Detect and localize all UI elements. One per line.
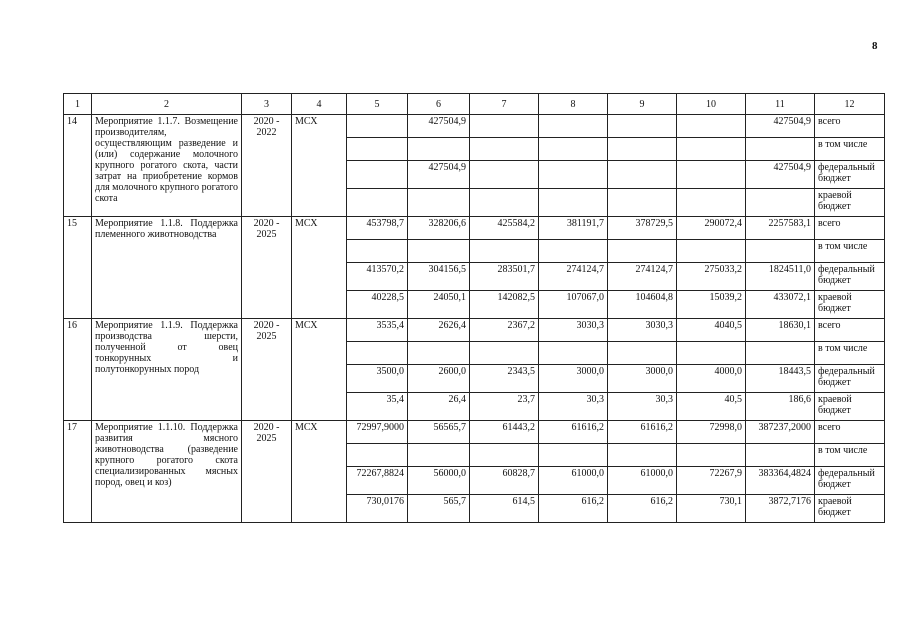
amount-cell: 413570,2 [347, 263, 408, 291]
amount-cell [539, 138, 608, 161]
measure-name-cell: Мероприятие 1.1.9. Поддержка производства шерсти, полученной от овец тонкорунных и полутонкорунных пород [92, 319, 242, 421]
amount-cell [470, 189, 539, 217]
amount-cell [347, 444, 408, 467]
amount-cell: 387237,2000 [746, 421, 815, 444]
amount-cell: 4000,0 [677, 365, 746, 393]
funding-source-cell: краевой бюджет [815, 495, 885, 523]
column-header: 7 [470, 94, 539, 115]
amount-cell: 72267,8824 [347, 467, 408, 495]
amount-cell [470, 115, 539, 138]
program-measures-table [63, 93, 885, 523]
funding-source-cell: всего [815, 217, 885, 240]
amount-cell [746, 189, 815, 217]
column-header: 11 [746, 94, 815, 115]
column-header: 9 [608, 94, 677, 115]
amount-cell: 427504,9 [746, 161, 815, 189]
amount-cell: 2343,5 [470, 365, 539, 393]
amount-cell: 2626,4 [408, 319, 470, 342]
funding-source-cell: федеральный бюджет [815, 161, 885, 189]
amount-cell [677, 444, 746, 467]
amount-cell: 425584,2 [470, 217, 539, 240]
amount-cell: 427504,9 [408, 161, 470, 189]
amount-cell [677, 161, 746, 189]
amount-cell [347, 342, 408, 365]
table-row [64, 421, 885, 444]
amount-cell: 3030,3 [608, 319, 677, 342]
amount-cell [347, 189, 408, 217]
amount-cell: 616,2 [608, 495, 677, 523]
funding-source-cell: федеральный бюджет [815, 365, 885, 393]
amount-cell: 381191,7 [539, 217, 608, 240]
funding-source-cell: в том числе [815, 138, 885, 161]
amount-cell: 275033,2 [677, 263, 746, 291]
amount-cell [608, 115, 677, 138]
amount-cell: 433072,1 [746, 291, 815, 319]
amount-cell: 40,5 [677, 393, 746, 421]
funding-source-cell: всего [815, 319, 885, 342]
amount-cell: 378729,5 [608, 217, 677, 240]
executor-cell: МСХ [292, 217, 347, 319]
amount-cell: 427504,9 [746, 115, 815, 138]
period-cell: 2020 - 2022 [242, 115, 292, 217]
row-number-cell: 17 [64, 421, 92, 523]
column-header: 2 [92, 94, 242, 115]
funding-source-cell: в том числе [815, 240, 885, 263]
amount-cell: 72998,0 [677, 421, 746, 444]
measure-name-cell: Мероприятие 1.1.7. Возмещение производителям, осуществляющим разведение и (или) содержание молочного крупного рогатого скота, части затрат на приобретение кормов для молочного крупного рогатого скота [92, 115, 242, 217]
amount-cell: 616,2 [539, 495, 608, 523]
amount-cell [408, 138, 470, 161]
amount-cell: 61000,0 [608, 467, 677, 495]
amount-cell: 40228,5 [347, 291, 408, 319]
amount-cell [347, 138, 408, 161]
column-header: 3 [242, 94, 292, 115]
column-header: 4 [292, 94, 347, 115]
amount-cell: 23,7 [470, 393, 539, 421]
amount-cell [470, 342, 539, 365]
amount-cell [608, 342, 677, 365]
row-number-cell: 14 [64, 115, 92, 217]
amount-cell [408, 444, 470, 467]
funding-source-cell: федеральный бюджет [815, 467, 885, 495]
amount-cell: 61616,2 [539, 421, 608, 444]
amount-cell: 24050,1 [408, 291, 470, 319]
amount-cell: 30,3 [608, 393, 677, 421]
amount-cell: 304156,5 [408, 263, 470, 291]
table-header-row [64, 94, 885, 115]
amount-cell [677, 189, 746, 217]
amount-cell: 614,5 [470, 495, 539, 523]
amount-cell [347, 240, 408, 263]
amount-cell [608, 444, 677, 467]
amount-cell [470, 161, 539, 189]
amount-cell: 453798,7 [347, 217, 408, 240]
amount-cell: 15039,2 [677, 291, 746, 319]
amount-cell [539, 342, 608, 365]
amount-cell: 18443,5 [746, 365, 815, 393]
amount-cell: 290072,4 [677, 217, 746, 240]
amount-cell: 35,4 [347, 393, 408, 421]
amount-cell [608, 240, 677, 263]
row-number-cell: 16 [64, 319, 92, 421]
executor-cell: МСХ [292, 421, 347, 523]
amount-cell [677, 138, 746, 161]
amount-cell [539, 161, 608, 189]
amount-cell: 3535,4 [347, 319, 408, 342]
amount-cell: 61443,2 [470, 421, 539, 444]
amount-cell: 427504,9 [408, 115, 470, 138]
period-cell: 2020 - 2025 [242, 421, 292, 523]
amount-cell [347, 115, 408, 138]
measure-name-cell: Мероприятие 1.1.8. Поддержка племенного животноводства [92, 217, 242, 319]
amount-cell: 104604,8 [608, 291, 677, 319]
amount-cell: 3000,0 [539, 365, 608, 393]
amount-cell [408, 240, 470, 263]
funding-source-cell: в том числе [815, 444, 885, 467]
amount-cell: 30,3 [539, 393, 608, 421]
amount-cell [746, 240, 815, 263]
amount-cell: 72997,9000 [347, 421, 408, 444]
amount-cell: 2257583,1 [746, 217, 815, 240]
amount-cell [677, 240, 746, 263]
amount-cell [746, 444, 815, 467]
amount-cell: 61000,0 [539, 467, 608, 495]
period-cell: 2020 - 2025 [242, 217, 292, 319]
amount-cell: 730,1 [677, 495, 746, 523]
amount-cell [608, 161, 677, 189]
amount-cell: 72267,9 [677, 467, 746, 495]
amount-cell [746, 138, 815, 161]
amount-cell: 142082,5 [470, 291, 539, 319]
amount-cell: 107067,0 [539, 291, 608, 319]
table-row [64, 319, 885, 342]
amount-cell [746, 342, 815, 365]
funding-source-cell: краевой бюджет [815, 393, 885, 421]
amount-cell: 730,0176 [347, 495, 408, 523]
amount-cell [470, 138, 539, 161]
amount-cell: 18630,1 [746, 319, 815, 342]
amount-cell: 3000,0 [608, 365, 677, 393]
amount-cell: 3872,7176 [746, 495, 815, 523]
amount-cell: 26,4 [408, 393, 470, 421]
executor-cell: МСХ [292, 115, 347, 217]
amount-cell [608, 189, 677, 217]
column-header: 5 [347, 94, 408, 115]
amount-cell: 328206,6 [408, 217, 470, 240]
amount-cell: 383364,4824 [746, 467, 815, 495]
amount-cell [539, 240, 608, 263]
page-number: 8 [872, 40, 878, 52]
amount-cell: 274124,7 [608, 263, 677, 291]
amount-cell: 4040,5 [677, 319, 746, 342]
amount-cell [408, 189, 470, 217]
amount-cell: 60828,7 [470, 467, 539, 495]
table-row [64, 115, 885, 138]
measure-name-cell: Мероприятие 1.1.10. Поддержка развития мясного животноводства (разведение крупного рогатого скота специализированных мясных пород, овец и коз) [92, 421, 242, 523]
amount-cell: 565,7 [408, 495, 470, 523]
amount-cell: 274124,7 [539, 263, 608, 291]
column-header: 1 [64, 94, 92, 115]
funding-source-cell: краевой бюджет [815, 189, 885, 217]
amount-cell: 283501,7 [470, 263, 539, 291]
table-row [64, 217, 885, 240]
column-header: 6 [408, 94, 470, 115]
amount-cell: 1824511,0 [746, 263, 815, 291]
amount-cell [677, 342, 746, 365]
column-header: 10 [677, 94, 746, 115]
column-header: 8 [539, 94, 608, 115]
funding-source-cell: всего [815, 421, 885, 444]
amount-cell: 3500,0 [347, 365, 408, 393]
column-header: 12 [815, 94, 885, 115]
amount-cell [347, 161, 408, 189]
amount-cell: 2600,0 [408, 365, 470, 393]
amount-cell [470, 444, 539, 467]
amount-cell [470, 240, 539, 263]
amount-cell [539, 115, 608, 138]
amount-cell [539, 444, 608, 467]
funding-source-cell: федеральный бюджет [815, 263, 885, 291]
amount-cell: 2367,2 [470, 319, 539, 342]
amount-cell: 186,6 [746, 393, 815, 421]
amount-cell [539, 189, 608, 217]
amount-cell: 61616,2 [608, 421, 677, 444]
amount-cell [608, 138, 677, 161]
funding-source-cell: всего [815, 115, 885, 138]
amount-cell: 56000,0 [408, 467, 470, 495]
amount-cell [408, 342, 470, 365]
amount-cell: 3030,3 [539, 319, 608, 342]
executor-cell: МСХ [292, 319, 347, 421]
row-number-cell: 15 [64, 217, 92, 319]
funding-source-cell: в том числе [815, 342, 885, 365]
funding-source-cell: краевой бюджет [815, 291, 885, 319]
amount-cell [677, 115, 746, 138]
amount-cell: 56565,7 [408, 421, 470, 444]
period-cell: 2020 - 2025 [242, 319, 292, 421]
